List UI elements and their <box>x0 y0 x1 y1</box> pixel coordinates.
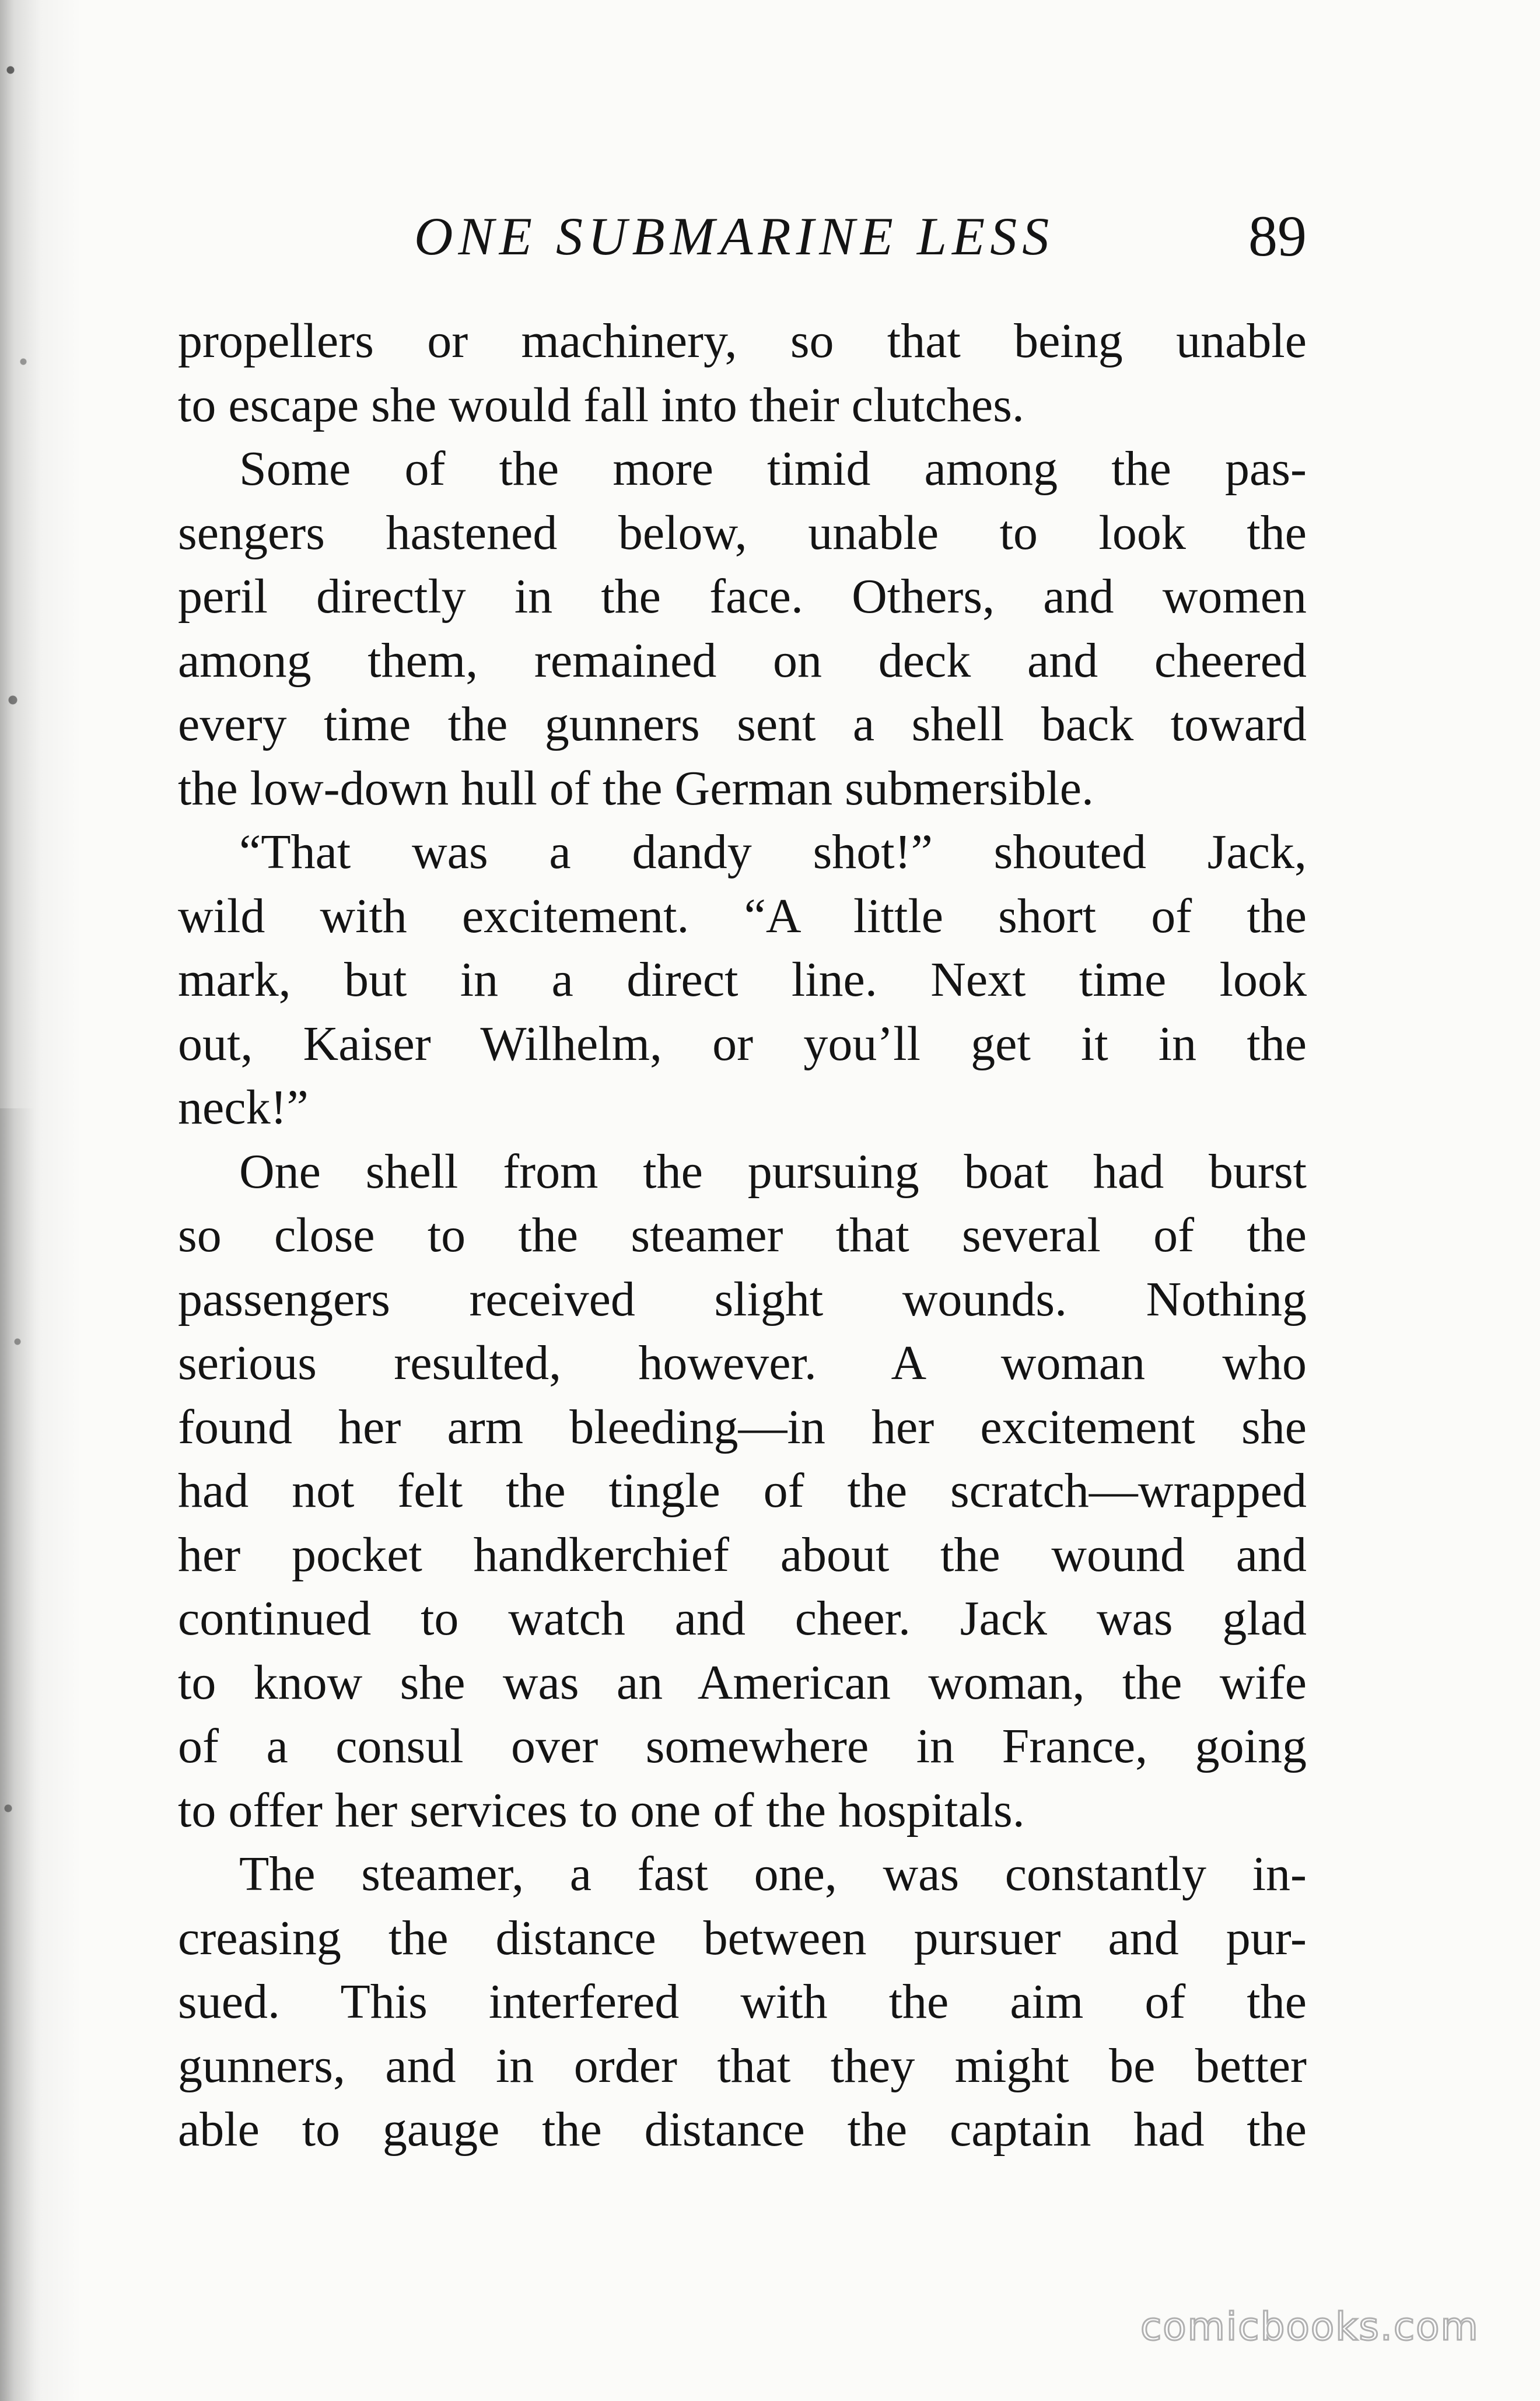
scan-edge-shadow-lower <box>0 1108 35 2401</box>
scan-edge-shadow <box>0 0 82 2401</box>
body-text <box>178 309 1307 2162</box>
text-line: passengers received slight wounds. Nothing <box>178 1272 1307 1326</box>
text-line: found her arm bleeding—in her excitement she <box>178 1399 1307 1454</box>
text-line: creasing the distance between pursuer and pur- <box>178 1910 1307 1965</box>
text-line: to know she was an American woman, the wife <box>178 1655 1307 1710</box>
text-line: sengers hastened below, unable to look the <box>178 505 1307 560</box>
text-line: serious resulted, however. A woman who <box>178 1336 1307 1390</box>
text-line: continued to watch and cheer. Jack was glad <box>178 1591 1307 1646</box>
watermark: comicbooks.com <box>1140 2304 1479 2349</box>
page-header <box>192 198 1307 274</box>
text-line: so close to the steamer that several of the <box>178 1208 1307 1262</box>
text-line: wild with excitement. “A little short of the <box>178 888 1307 943</box>
text-line: able to gauge the distance the captain had the <box>178 2102 1307 2157</box>
text-line: peril directly in the face. Others, and women <box>178 569 1307 624</box>
text-line: the low-down hull of the German submersible. <box>178 761 1094 816</box>
text-line: among them, remained on deck and cheered <box>178 633 1307 688</box>
text-line: to offer her services to one of the hospitals. <box>178 1783 1025 1838</box>
text-line: The steamer, a fast one, was constantly in- <box>239 1847 1307 1901</box>
text-line: sued. This interfered with the aim of the <box>178 1975 1307 2029</box>
text-line: Some of the more timid among the pas- <box>239 442 1307 496</box>
page-number: 89 <box>1248 204 1307 268</box>
text-line: gunners, and in order that they might be better <box>178 2038 1307 2093</box>
text-line: out, Kaiser Wilhelm, or you’ll get it in the <box>178 1016 1307 1071</box>
text-line: to escape she would fall into their clutches. <box>178 377 1024 432</box>
running-title: ONE SUBMARINE LESS <box>414 206 1055 266</box>
text-line: her pocket handkerchief about the wound and <box>178 1527 1307 1582</box>
text-line: “That was a dandy shot!” shouted Jack, <box>239 825 1307 879</box>
text-line: propellers or machinery, so that being unable <box>178 314 1307 368</box>
text-line: every time the gunners sent a shell back toward <box>178 697 1307 751</box>
text-line: of a consul over somewhere in France, going <box>178 1719 1307 1773</box>
text-line: neck!” <box>178 1080 309 1135</box>
text-line: mark, but in a direct line. Next time look <box>178 953 1307 1007</box>
text-line: One shell from the pursuing boat had burst <box>239 1144 1307 1199</box>
text-line: had not felt the tingle of the scratch—wrapped <box>178 1464 1307 1518</box>
